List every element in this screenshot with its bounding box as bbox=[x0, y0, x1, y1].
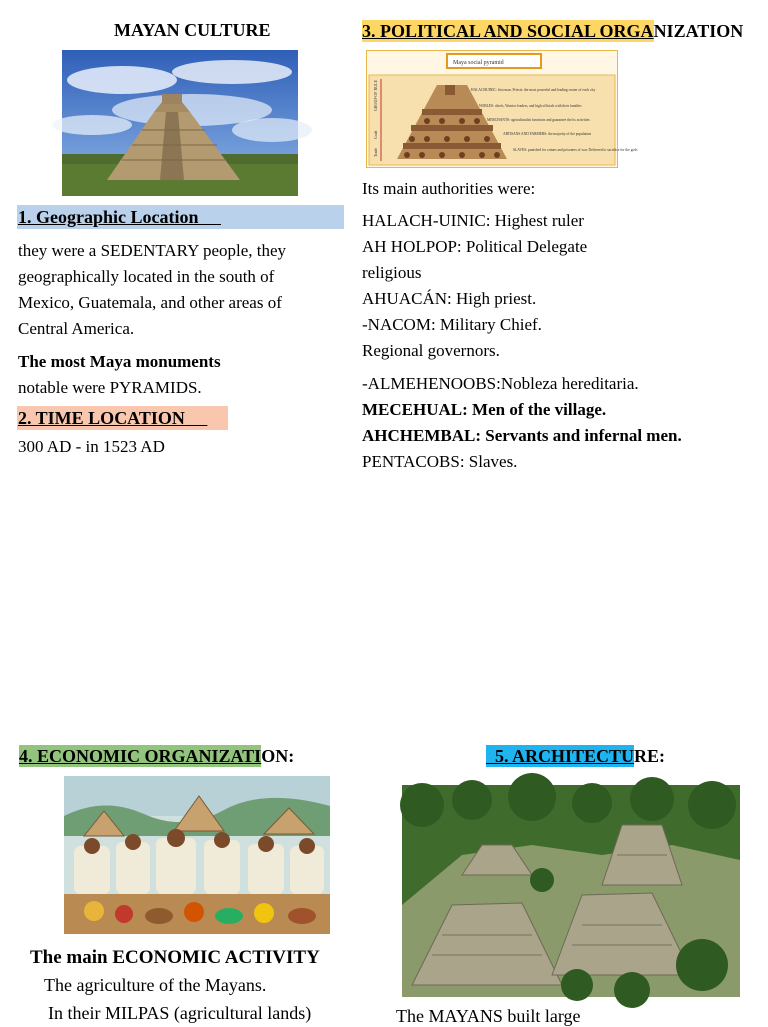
social-classes-list bbox=[362, 371, 766, 475]
geo-line: they were a SEDENTARY people, they bbox=[18, 241, 287, 260]
monuments-text bbox=[18, 349, 348, 401]
page-title: MAYAN CULTURE bbox=[114, 20, 271, 40]
geographic-location-heading: 1. Geographic Location bbox=[17, 205, 344, 229]
architecture-heading: 5. ARCHITECTURE: bbox=[486, 744, 665, 768]
authorities-intro: Its main authorities were: bbox=[362, 179, 536, 198]
class-item: MECEHUAL: Men of the village. bbox=[362, 400, 607, 419]
pyramid-tier-4: ARTISANS AND FARMERS: the majority of the population bbox=[503, 132, 592, 136]
authority-item: AHUACÁN: High priest. bbox=[362, 289, 537, 308]
authority-item: religious bbox=[362, 263, 422, 282]
authority-item: Regional governors. bbox=[362, 341, 500, 360]
pyramid-tier-1: HALACHUINIC: first man. Priests: the most powerful and leading owner of each city bbox=[471, 88, 596, 92]
milpas-line: In their MILPAS (agricultural lands) bbox=[48, 1003, 312, 1023]
class-item: -ALMEHENOOBS:Nobleza hereditaria. bbox=[362, 374, 639, 393]
authorities-list bbox=[362, 208, 762, 364]
pyramid-tier-5: SLAVES: punished for crimes and prisoners of war. Delivered to sacrifice for the gods bbox=[513, 148, 638, 152]
authority-item: HALACH-UINIC: Highest ruler bbox=[362, 211, 584, 230]
geo-line: Mexico, Guatemala, and other areas of bbox=[18, 293, 282, 312]
pyramid-tier-3: MERCHANTS: agriculturalist functions and guarantee the its activities bbox=[487, 118, 590, 122]
svg-text:Craft: Craft bbox=[373, 130, 378, 139]
class-item: AHCHEMBAL: Servants and infernal men. bbox=[362, 426, 682, 445]
architecture-text: The MAYANS built large bbox=[396, 1006, 581, 1026]
class-item: PENTACOBS: Slaves. bbox=[362, 452, 518, 471]
pyramid-label: Maya social pyramid bbox=[453, 60, 504, 66]
pyramid-photo bbox=[62, 50, 298, 196]
maya-market-mural bbox=[64, 776, 330, 934]
geo-line: geographically located in the south of bbox=[18, 267, 275, 286]
svg-text:GROUP OF RULE: GROUP OF RULE bbox=[373, 80, 378, 111]
authority-item: -NACOM: Military Chief. bbox=[362, 315, 542, 334]
economic-organization-heading: 4. ECONOMIC ORGANIZATION: bbox=[19, 746, 295, 766]
monuments-line: notable were PYRAMIDS. bbox=[18, 378, 202, 397]
time-location-heading: 2. TIME LOCATION bbox=[17, 406, 228, 430]
time-location-text: 300 AD - in 1523 AD bbox=[18, 437, 165, 456]
maya-ruins-photo bbox=[402, 785, 740, 997]
geo-line: Central America. bbox=[18, 319, 135, 338]
authority-item: AH HOLPOP: Political Delegate bbox=[362, 237, 588, 256]
agriculture-line: The agriculture of the Mayans. bbox=[44, 975, 267, 995]
political-social-heading: 3. POLITICAL AND SOCIAL ORGANIZATION bbox=[362, 21, 744, 41]
pyramid-tier-2: NOBLES: chiefs, Warrior leaders, and high officials with their families bbox=[479, 104, 582, 108]
main-economic-activity: The main ECONOMIC ACTIVITY bbox=[30, 947, 320, 968]
monuments-bold: The most Maya monuments bbox=[18, 352, 221, 371]
svg-text:Trade: Trade bbox=[373, 147, 378, 157]
geographic-location-text bbox=[18, 238, 348, 342]
maya-social-pyramid-image bbox=[366, 50, 638, 168]
